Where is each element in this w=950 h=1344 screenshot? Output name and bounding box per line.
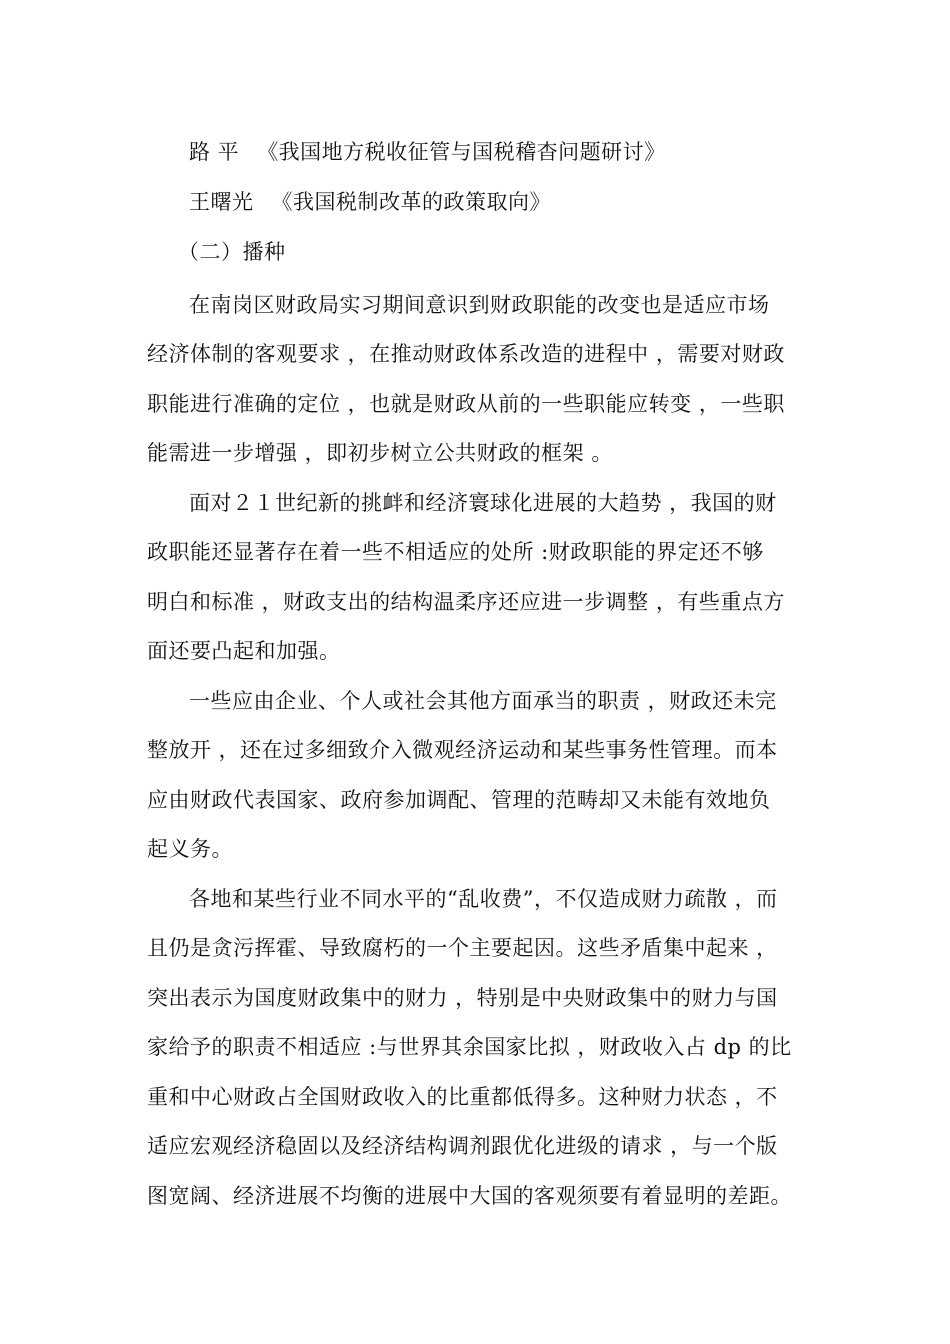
- paragraph-line: 图宽阔、经济进展不均衡的进展中大国的客观须要有着显明的差距。: [147, 1184, 792, 1208]
- reference-2: [189, 187, 869, 217]
- paragraph-line: 起义务。: [147, 837, 233, 861]
- paragraph-line: 在南岗区财政局实习期间意识到财政职能的改变也是适应市场: [189, 293, 770, 317]
- paragraph-line: 面还要凸起和加强。: [147, 639, 341, 663]
- paragraph-line: 且仍是贪污挥霍、导致腐朽的一个主要起因。这些矛盾集中起来 ，: [147, 936, 778, 960]
- paragraph-line: 经济体制的客观要求 ，在推动财政体系改造的进程中 ，需要对财政: [147, 342, 785, 366]
- paragraph-line: 整放开 ，还在过多细致介入微观经济运动和某些事务性管理。而本: [147, 738, 778, 762]
- paragraph-line: 家给予的职责不相适应 :与世界其余国家比拟 ，财政收入占 dp 的比: [147, 1035, 792, 1059]
- reference-title: 《我国税制改革的政策取向》: [271, 190, 551, 214]
- paragraph-line: 能需进一步增强 ，即初步树立公共财政的框架 。: [147, 441, 613, 465]
- paragraph-line: 职能进行准确的定位 ，也就是财政从前的一些职能应转变 ，一些职: [147, 392, 785, 416]
- reference-title: 《我国地方税收征管与国税稽杳问题研讨》: [257, 140, 666, 164]
- paragraph-line: 重和中心财政占全国财政收入的比重都低得多。这种财力状态 ，不: [147, 1085, 778, 1109]
- paragraph-line: 明白和标准 ，财政支出的结构温柔序还应进一步调整 ，有些重点方: [147, 590, 785, 614]
- paragraph-line: 一些应由企业、个人或社会其他方面承当的职责 ，财政还未完: [189, 689, 777, 713]
- paragraph-line: 各地和某些行业不同水平的“乱收费”，不仅造成财力疏散 ，而: [189, 887, 778, 911]
- reference-author: 王曙光: [189, 190, 254, 214]
- reference-1: [189, 137, 869, 167]
- paragraph-line: 政职能还显著存在着一些不相适应的处所 :财政职能的界定还不够: [147, 540, 764, 564]
- paragraph-line: 面对２１世纪新的挑衅和经济寰球化进展的大趋势 ，我国的财: [189, 491, 777, 515]
- paragraph-line: 突出表示为国度财政集中的财力 ，特别是中央财政集中的财力与国: [147, 986, 778, 1010]
- reference-author: 路 平: [189, 140, 240, 164]
- section-heading: （二）播种: [178, 240, 286, 264]
- paragraph-line: 适应宏观经济稳固以及经济结构调剂跟优化进级的请求 ，与一个版: [147, 1134, 778, 1158]
- paragraph-line: 应由财政代表国家、政府参加调配、管理的范畴却又未能有效地负: [147, 788, 771, 812]
